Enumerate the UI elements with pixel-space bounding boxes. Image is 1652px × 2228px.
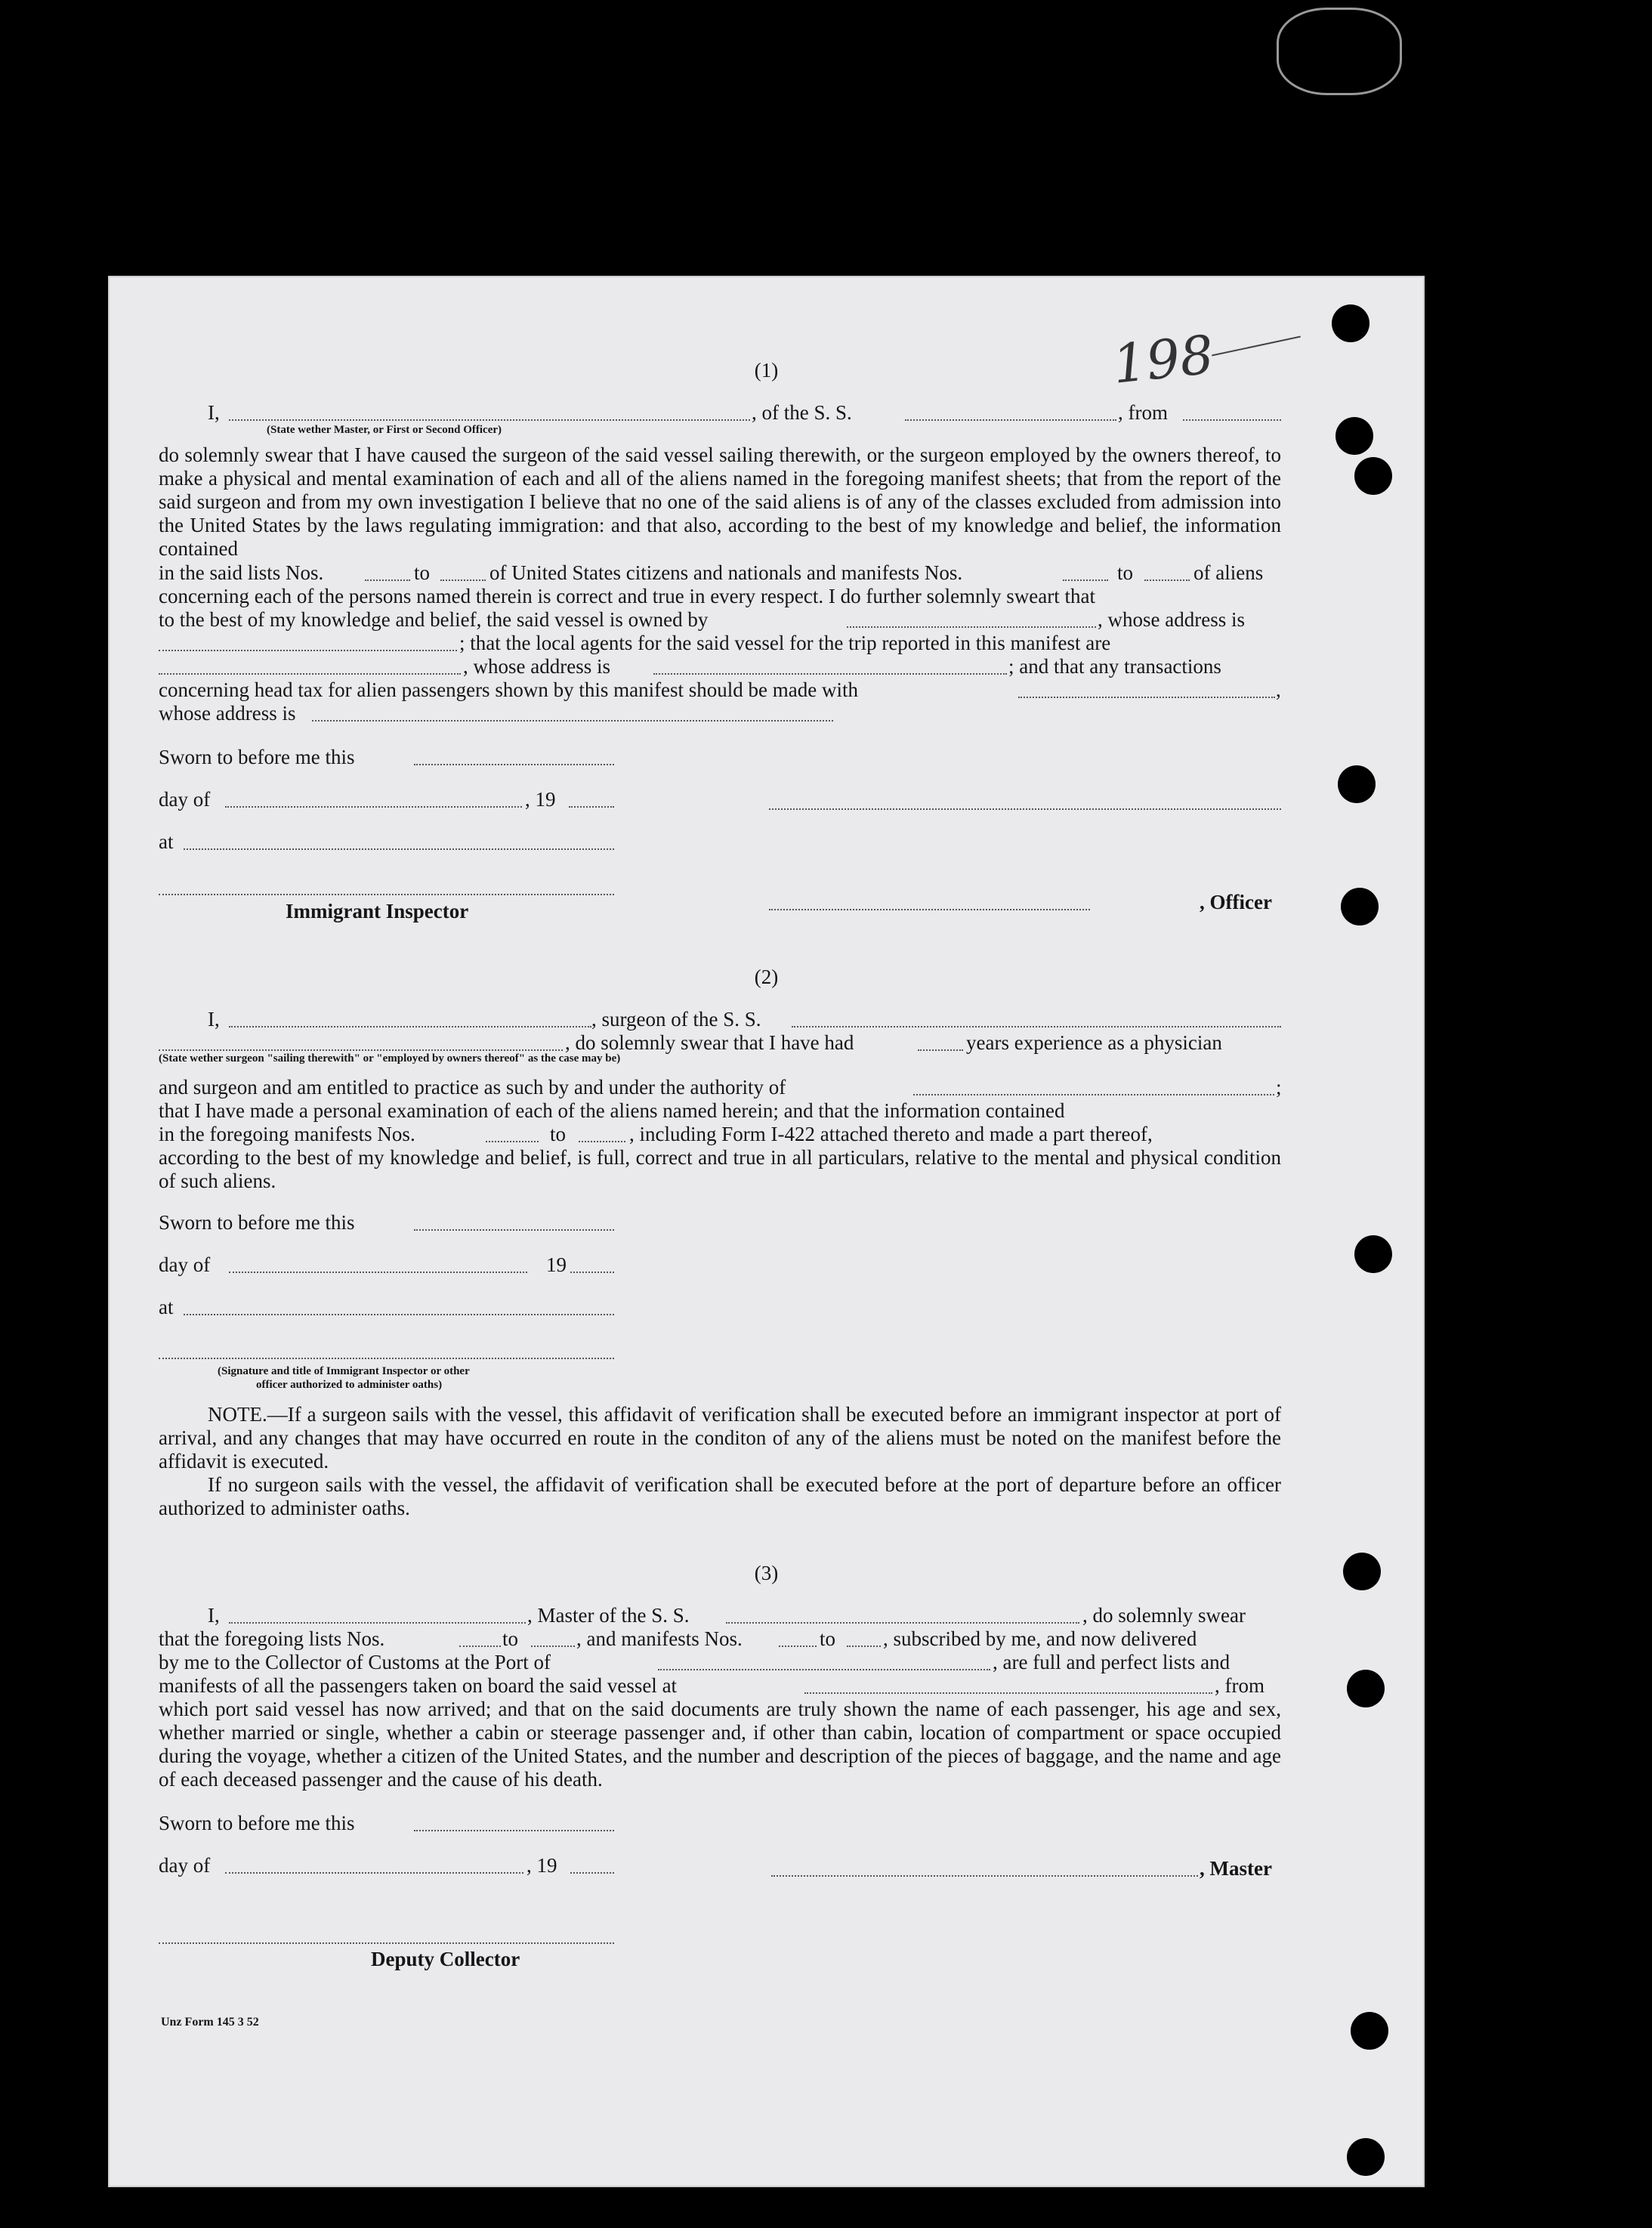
s2-sig-caption-2: officer authorized to administer oaths) bbox=[256, 1379, 443, 1391]
handwritten-page-number: 198 bbox=[1110, 323, 1217, 396]
s3-year: , 19 bbox=[526, 1854, 557, 1877]
s3-subscribed: , subscribed by me, and now delivered bbox=[883, 1627, 1197, 1650]
s2-day-of: day of bbox=[159, 1253, 211, 1276]
s3-master: , Master bbox=[1200, 1857, 1272, 1880]
s2-day-blank bbox=[229, 1272, 527, 1273]
s2-at-blank bbox=[184, 1314, 614, 1315]
section-2-heading: (2) bbox=[754, 966, 779, 988]
s1-head-tax-blank bbox=[1018, 697, 1275, 698]
s2-authority-blank bbox=[913, 1094, 1274, 1095]
s3-full: , are full and perfect lists and bbox=[993, 1651, 1231, 1673]
manifest-affidavit-page bbox=[108, 276, 1425, 2187]
s3-collector-sig-blank bbox=[159, 1942, 614, 1944]
s1-vessel-blank bbox=[905, 419, 1116, 421]
s2-name-blank bbox=[229, 1026, 591, 1027]
s1-day-blank bbox=[225, 806, 522, 808]
s1-owner-blank bbox=[847, 626, 1096, 628]
s2-including: , including Form I-422 attached thereto and made a part thereof, bbox=[629, 1123, 1153, 1145]
s2-surgeon-type-blank bbox=[159, 1049, 563, 1051]
s1-year: , 19 bbox=[525, 788, 556, 811]
s1-whose-address: , whose address is bbox=[1098, 608, 1245, 631]
s3-manifests-from-blank bbox=[779, 1646, 817, 1647]
punch-hole bbox=[1341, 888, 1379, 926]
s3-lists-to-blank bbox=[531, 1646, 575, 1647]
s1-manifests-to-blank bbox=[1144, 579, 1190, 581]
s1-lists-from-blank bbox=[365, 579, 410, 581]
s2-caption: (State wether surgeon "sailing therewith" or "employed by owners thereof" as the case may be) bbox=[159, 1052, 621, 1065]
punch-hole bbox=[1347, 2138, 1385, 2176]
s3-foregoing: that the foregoing lists Nos. bbox=[159, 1627, 385, 1650]
s3-day-of: day of bbox=[159, 1854, 211, 1877]
s2-years-blank bbox=[918, 1049, 963, 1051]
s3-deputy-collector: Deputy Collector bbox=[371, 1948, 520, 1970]
s3-collector: by me to the Collector of Customs at the Port of bbox=[159, 1651, 551, 1673]
s3-i: I, bbox=[208, 1604, 220, 1627]
s1-head-tax: concerning head tax for alien passengers shown by this manifest should be made with bbox=[159, 678, 859, 701]
s1-officer-sig-top-blank bbox=[769, 808, 1281, 810]
s2-para-c: according to the best of my knowledge and belief, is full, correct and true in all particulars, relative to the mental and physical condition of such aliens. bbox=[159, 1146, 1281, 1192]
section-1-heading: (1) bbox=[754, 359, 779, 382]
s3-sworn: Sworn to before me this bbox=[159, 1812, 355, 1834]
s2-surgeon-of: , surgeon of the S. S. bbox=[591, 1008, 761, 1031]
s3-manifests-to-blank bbox=[847, 1646, 881, 1647]
s1-of-us: of United States citizens and nationals and manifests Nos. bbox=[489, 561, 963, 584]
s3-port-of-embarkation-blank bbox=[804, 1692, 1212, 1694]
s2-sworn-blank bbox=[414, 1229, 614, 1231]
s3-master-of: , Master of the S. S. bbox=[527, 1604, 690, 1627]
margin-scribble bbox=[1277, 8, 1402, 95]
s1-manifests-from-blank bbox=[1063, 579, 1108, 581]
s3-and-manifests: , and manifests Nos. bbox=[576, 1627, 743, 1650]
s3-day-blank bbox=[225, 1872, 523, 1874]
s3-name-blank bbox=[229, 1622, 526, 1624]
s1-agents-blank bbox=[159, 673, 461, 675]
note-paragraph-2: If no surgeon sails with the vessel, the affidavit of verification shall be executed before at the port of departure before an officer authorized to administer oaths. bbox=[159, 1473, 1281, 1519]
s1-at: at bbox=[159, 830, 174, 853]
s1-name-blank bbox=[229, 419, 750, 421]
s1-agents-address-blank bbox=[653, 673, 1007, 675]
s2-year: 19 bbox=[546, 1253, 567, 1276]
s3-from: , from bbox=[1215, 1674, 1264, 1697]
punch-hole bbox=[1347, 1670, 1385, 1707]
s1-owned-by: to the best of my knowledge and belief, the said vessel is owned by bbox=[159, 608, 709, 631]
s1-day-of: day of bbox=[159, 788, 211, 811]
s1-line1-i: I, bbox=[208, 401, 220, 424]
form-number: Unz Form 145 3 52 bbox=[161, 2016, 259, 2029]
s1-concerning: concerning each of the persons named therein is correct and true in every respect. I do further solemnly sweart that bbox=[159, 585, 1096, 607]
s1-transactions: ; and that any transactions bbox=[1008, 655, 1221, 678]
s2-manifests-to-blank bbox=[579, 1141, 625, 1142]
punch-hole bbox=[1351, 2012, 1388, 2050]
s1-line1-of: , of the S. S. bbox=[752, 401, 852, 424]
s2-sig-caption-1: (Signature and title of Immigrant Inspector or other bbox=[218, 1365, 470, 1377]
s1-sworn-blank bbox=[414, 764, 614, 765]
s3-to-2: to bbox=[820, 1627, 836, 1650]
s3-swear: , do solemnly swear bbox=[1082, 1604, 1246, 1627]
section-3-heading: (3) bbox=[754, 1562, 779, 1584]
s2-solemnly: , do solemnly swear that I have had bbox=[565, 1031, 854, 1054]
punch-hole bbox=[1332, 304, 1369, 342]
handwritten-stroke bbox=[1212, 336, 1301, 357]
s1-at-blank bbox=[184, 848, 614, 850]
s2-sworn: Sworn to before me this bbox=[159, 1211, 355, 1234]
s1-year-blank bbox=[569, 806, 614, 808]
punch-hole bbox=[1338, 765, 1376, 803]
s1-of-aliens: of aliens bbox=[1193, 561, 1264, 584]
s3-manifests-all: manifests of all the passengers taken on board the said vessel at bbox=[159, 1674, 678, 1697]
s3-lists-from-blank bbox=[459, 1646, 501, 1647]
s1-paragraph-a: do solemnly swear that I have caused the surgeon of the said vessel sailing therewith, or the surgeon employed by the owners thereof, to make a physical and mental examination of each and all of the aliens named in the foregoing manifest sheets; that from the report of the said surgeon and from my own investigation I believe that no one of the said aliens is of any of the classes excluded from admission into the United States by the laws regulating immigration: and that also, according to the best of my knowledge and belief, the information contained bbox=[159, 443, 1281, 560]
punch-hole bbox=[1354, 1235, 1392, 1273]
s1-immigrant-inspector: Immigrant Inspector bbox=[286, 900, 469, 922]
s3-to: to bbox=[502, 1627, 519, 1650]
s2-to: to bbox=[550, 1123, 567, 1145]
s3-year-blank bbox=[570, 1872, 614, 1874]
s2-semicolon: ; bbox=[1276, 1076, 1282, 1099]
s2-vessel-blank bbox=[792, 1026, 1281, 1027]
s1-to-2: to bbox=[1117, 561, 1134, 584]
s1-whose-address-2: , whose address is bbox=[463, 655, 610, 678]
s1-owner-address-blank bbox=[159, 650, 457, 651]
s3-sworn-blank bbox=[414, 1830, 614, 1831]
s1-line1-from: , from bbox=[1118, 401, 1168, 424]
s2-authority: and surgeon and am entitled to practice as such by and under the authority of bbox=[159, 1076, 786, 1099]
s1-whose-address-3: whose address is bbox=[159, 702, 296, 725]
s2-manifests-from-blank bbox=[486, 1141, 539, 1142]
s2-para-b: that I have made a personal examination of each of the aliens named herein; and that the information contained bbox=[159, 1099, 1065, 1122]
s2-at: at bbox=[159, 1296, 174, 1318]
s1-local-agents: ; that the local agents for the said vessel for the trip reported in this manifest are bbox=[459, 632, 1111, 654]
s3-para-d: which port said vessel has now arrived; and that on the said documents are truly shown the name of each passenger, his age and sex, whether married or single, whether a cabin or steerage passenger and, if other than cabin, location of compartment or space occupied during the voyage, whether a citizen of the United States, and the number and description of the pieces of baggage, and the name and age of each deceased passenger and the cause of his death. bbox=[159, 1698, 1281, 1791]
s2-foregoing: in the foregoing manifests Nos. bbox=[159, 1123, 415, 1145]
s1-lists-to-blank bbox=[440, 579, 486, 581]
s1-comma: , bbox=[1276, 678, 1281, 701]
s3-vessel-blank bbox=[726, 1622, 1079, 1624]
s1-lists-nos: in the said lists Nos. bbox=[159, 561, 324, 584]
punch-hole bbox=[1354, 457, 1392, 495]
s2-year-blank bbox=[570, 1272, 614, 1273]
s2-i: I, bbox=[208, 1008, 220, 1031]
s1-head-tax-address-blank bbox=[312, 720, 833, 722]
s1-from-blank bbox=[1183, 419, 1281, 421]
s1-to: to bbox=[414, 561, 431, 584]
s3-master-sig-blank bbox=[771, 1875, 1198, 1877]
s1-inspector-sig-blank bbox=[159, 894, 614, 895]
s1-officer: , Officer bbox=[1200, 891, 1272, 913]
s1-caption: (State wether Master, or First or Second Officer) bbox=[267, 424, 502, 436]
s1-sworn: Sworn to before me this bbox=[159, 746, 355, 768]
s2-sig-blank bbox=[159, 1358, 614, 1359]
s2-years: years experience as a physician bbox=[966, 1031, 1222, 1054]
s1-officer-sig-blank bbox=[769, 909, 1090, 910]
s3-port-blank bbox=[658, 1669, 990, 1670]
note-paragraph-1: NOTE.—If a surgeon sails with the vessel, this affidavit of verification shall be executed before an immigrant inspector at port of arrival, and any changes that may have occurred en route in the conditon of any of the aliens must be noted on the manifest before the affidavit is executed. bbox=[159, 1403, 1281, 1472]
punch-hole bbox=[1335, 417, 1373, 455]
